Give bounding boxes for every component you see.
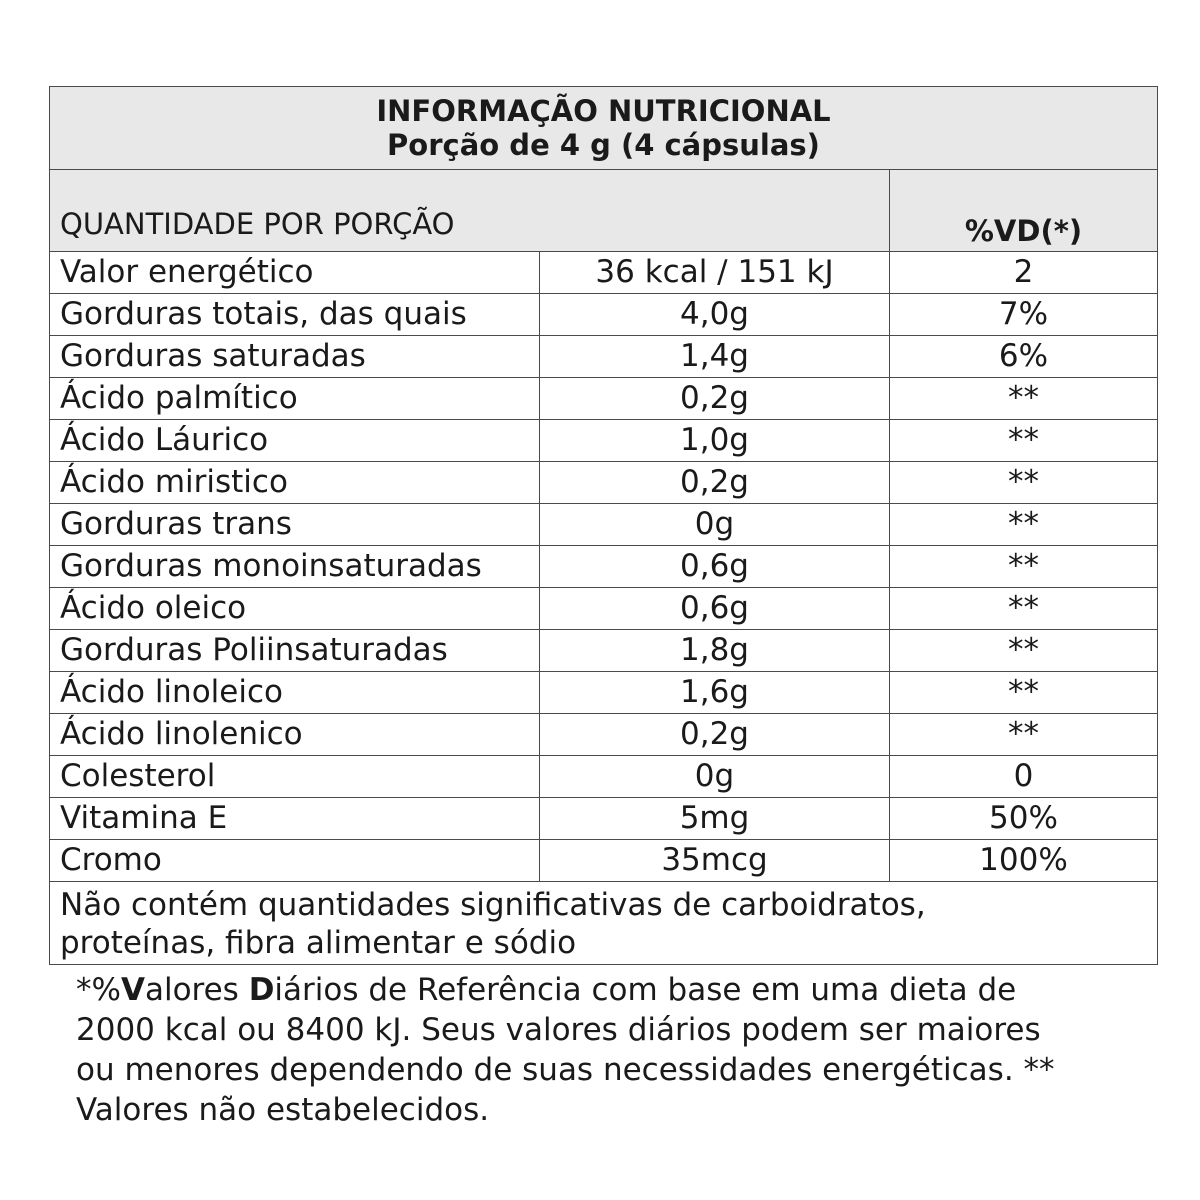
nutrient-name: Gorduras saturadas: [50, 336, 540, 377]
footnote-d-bold: D: [248, 972, 275, 1008]
nutrient-quantity: 1,8g: [540, 630, 890, 671]
nutrient-vd: **: [1008, 506, 1039, 542]
footnote-line-3: ou menores dependendo de suas necessidades energéticas. **: [76, 1052, 1055, 1088]
table-row: [50, 714, 1157, 756]
nutrient-name: Colesterol: [50, 756, 540, 797]
nutrient-vd: **: [1008, 380, 1039, 416]
table-row: [50, 420, 1157, 462]
footnote-line-2: 2000 kcal ou 8400 kJ. Seus valores diários podem ser maiores: [76, 1012, 1041, 1048]
nutrient-name: Ácido Láurico: [50, 420, 540, 461]
nutrient-vd: **: [1008, 590, 1039, 626]
title-line-2: Porção de 4 g (4 cápsulas): [387, 128, 820, 162]
footnote-v-rest: alores: [144, 972, 249, 1008]
table-row: [50, 336, 1157, 378]
nutrient-quantity: 36 kcal / 151 kJ: [540, 252, 890, 293]
footnote-prefix: *%: [76, 972, 121, 1008]
nutrient-rows: [50, 252, 1157, 882]
nutrient-vd: 100%: [979, 842, 1068, 878]
table-row: [50, 756, 1157, 798]
note-line-2: proteínas, fibra alimentar e sódio: [60, 925, 577, 961]
nutrient-quantity: 0,2g: [540, 462, 890, 503]
footnote-line-4: Valores não estabelecidos.: [76, 1092, 490, 1128]
nutrient-quantity: 5mg: [540, 798, 890, 839]
nutrient-quantity: 0,6g: [540, 588, 890, 629]
nutrient-vd: **: [1008, 422, 1039, 458]
table-row: [50, 798, 1157, 840]
table-row: [50, 462, 1157, 504]
nutrient-name: Ácido miristico: [50, 462, 540, 503]
nutrient-quantity: 1,6g: [540, 672, 890, 713]
nutrient-name: Ácido linolenico: [50, 714, 540, 755]
nutrient-vd: 7%: [998, 296, 1049, 332]
not-significant-note: [50, 882, 1157, 964]
title-line-1: INFORMAÇÃO NUTRICIONAL: [376, 94, 831, 128]
table-row: [50, 294, 1157, 336]
nutrient-vd: **: [1008, 716, 1039, 752]
footnote-d-rest: iários de Referência com base em uma dieta de: [274, 972, 1017, 1008]
nutrient-name: Gorduras totais, das quais: [50, 294, 540, 335]
nutrient-quantity: 35mcg: [540, 840, 890, 881]
nutrient-name: Cromo: [50, 840, 540, 881]
vd-header: %VD(*): [964, 214, 1083, 248]
nutrient-name: Valor energético: [50, 252, 540, 293]
footnote-line-1: [76, 970, 1156, 1010]
nutrient-vd: 50%: [989, 800, 1058, 836]
nutrient-vd: **: [1008, 674, 1039, 710]
table-row: [50, 504, 1157, 546]
nutrient-name: Gorduras trans: [50, 504, 540, 545]
nutrition-facts-table: [49, 86, 1158, 965]
nutrient-vd: 2: [1013, 254, 1034, 290]
nutrient-quantity: 0,2g: [540, 378, 890, 419]
footnote: [76, 970, 1156, 1130]
table-row: [50, 546, 1157, 588]
quantity-header: QUANTIDADE POR PORÇÃO: [50, 170, 890, 251]
nutrient-quantity: 1,4g: [540, 336, 890, 377]
nutrient-quantity: 0g: [540, 504, 890, 545]
nutrient-name: Gorduras Poliinsaturadas: [50, 630, 540, 671]
nutrient-quantity: 0,6g: [540, 546, 890, 587]
table-title: [50, 87, 1157, 170]
nutrient-vd: 6%: [998, 338, 1049, 374]
nutrient-quantity: 0,2g: [540, 714, 890, 755]
footnote-v-bold: V: [120, 972, 145, 1008]
nutrient-name: Ácido oleico: [50, 588, 540, 629]
table-row: [50, 840, 1157, 882]
nutrient-vd: **: [1008, 464, 1039, 500]
table-row: [50, 378, 1157, 420]
nutrient-name: Ácido linoleico: [50, 672, 540, 713]
nutrient-vd: **: [1008, 632, 1039, 668]
table-row: [50, 630, 1157, 672]
nutrient-quantity: 4,0g: [540, 294, 890, 335]
nutrient-vd: **: [1008, 548, 1039, 584]
table-row: [50, 252, 1157, 294]
nutrient-name: Gorduras monoinsaturadas: [50, 546, 540, 587]
column-header-row: [50, 170, 1157, 252]
note-line-1: Não contém quantidades significativas de carboidratos,: [60, 887, 926, 923]
nutrient-name: Ácido palmítico: [50, 378, 540, 419]
nutrient-quantity: 1,0g: [540, 420, 890, 461]
table-row: [50, 588, 1157, 630]
nutrient-quantity: 0g: [540, 756, 890, 797]
table-row: [50, 672, 1157, 714]
nutrient-name: Vitamina E: [50, 798, 540, 839]
nutrient-vd: 0: [1013, 758, 1034, 794]
